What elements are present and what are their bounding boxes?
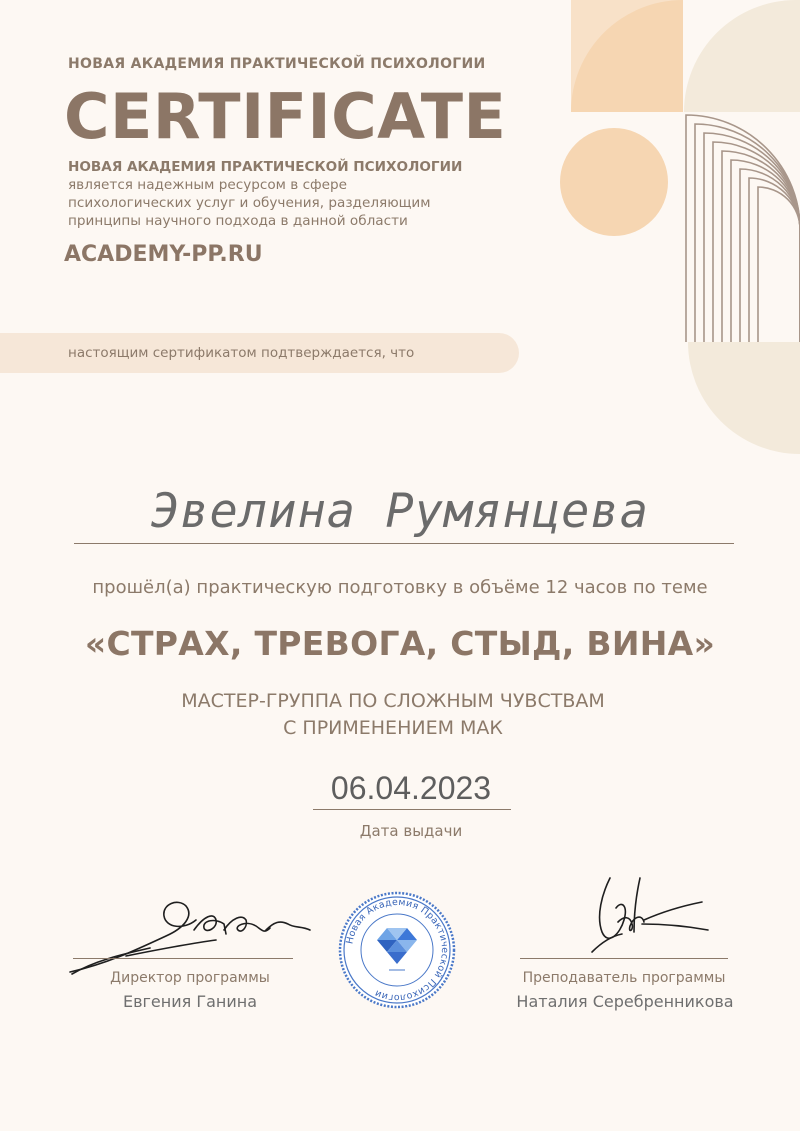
- director-signature-line: [73, 958, 293, 959]
- website-link[interactable]: ACADEMY-PP.RU: [64, 242, 263, 267]
- seal-text: Новая Академия Практической Психологии: [344, 896, 451, 1004]
- director-signature: [66, 890, 316, 980]
- course-subtitle-line-2: С ПРИМЕНЕНИЕМ МАК: [283, 717, 503, 739]
- decor-circle: [560, 128, 668, 236]
- teacher-signature: [582, 872, 722, 962]
- description-line-2: является надежным ресурсом в сфере: [68, 177, 348, 193]
- decor-arch-lines: [683, 112, 800, 342]
- decor-quarter-cream: [684, 0, 800, 112]
- description-line-3: психологических услуг и обучения, разделяющим: [68, 195, 431, 211]
- teacher-role: Преподаватель программы: [522, 970, 726, 986]
- recipient-underline: [74, 543, 734, 544]
- description-line-1: НОВАЯ АКАДЕМИЯ ПРАКТИЧЕСКОЙ ПСИХОЛОГИИ: [68, 159, 463, 175]
- academy-name: НОВАЯ АКАДЕМИЯ ПРАКТИЧЕСКОЙ ПСИХОЛОГИИ: [68, 56, 486, 72]
- certificate-title: CERTIFICATE: [64, 80, 507, 153]
- academy-description: [68, 158, 488, 230]
- teacher-signature-line: [520, 958, 728, 959]
- academy-seal: [337, 890, 457, 1010]
- confirmation-text: настоящим сертификатом подтверждается, что: [68, 345, 415, 361]
- issue-date-label: Дата выдачи: [359, 822, 463, 840]
- director-name: Евгения Ганина: [122, 992, 258, 1011]
- decor-bottom-quarter: [688, 342, 800, 454]
- recipient-name: Эвелина Румянцева: [150, 484, 650, 539]
- teacher-name: Наталия Серебренникова: [516, 992, 734, 1011]
- issue-date-underline: [313, 809, 511, 810]
- training-statement: прошёл(а) практическую подготовку в объёме 12 часов по теме: [92, 577, 708, 598]
- director-role: Директор программы: [110, 970, 270, 986]
- description-line-4: принципы научного подхода в данной области: [68, 213, 408, 229]
- course-title: «СТРАХ, ТРЕВОГА, СТЫД, ВИНА»: [84, 624, 716, 663]
- issue-date: 06.04.2023: [330, 770, 492, 806]
- course-subtitle-line-1: МАСТЕР-ГРУППА ПО СЛОЖНЫМ ЧУВСТВАМ: [181, 690, 605, 712]
